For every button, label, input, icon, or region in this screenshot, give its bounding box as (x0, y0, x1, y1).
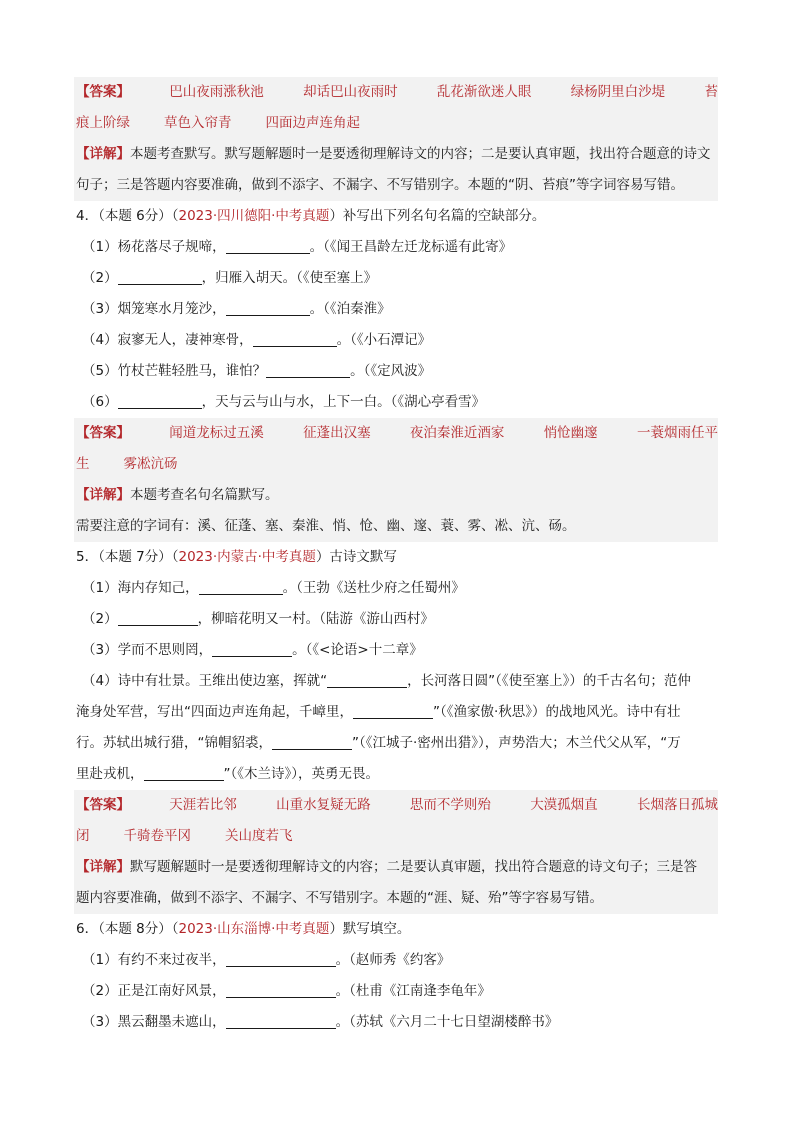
answer-item: 闭 (76, 828, 90, 844)
question-item: （1）海内存知己， 。（王勃《送杜少府之任蜀州》 (82, 580, 465, 596)
question-title: 4．（本题 6分）（2023·四川德阳·中考真题）补写出下列名句名篇的空缺部分。 (76, 208, 546, 224)
detail-text: 本题考查名句名篇默写。 (130, 487, 279, 503)
question-title: 6．（本题 8分）（2023·山东淄博·中考真题）默写填空。 (76, 921, 411, 937)
detail-tag: 【详解】 (76, 487, 130, 503)
answer-item: 却话巴山夜雨时 (303, 84, 398, 100)
question-item: （2） ，归雁入胡天。（《使至塞上》 (82, 270, 378, 286)
answer-item: 夜泊秦淮近酒家 (409, 425, 505, 441)
question-source: 2023·四川德阳·中考真题 (178, 208, 330, 224)
answer-row (76, 108, 718, 139)
answer-item: 闻道龙标过五溪 (169, 425, 264, 441)
detail-text: 题内容要准确，做到不添字、不漏字、不写错别字。本题的“涯、疑、殆”等字容易写错。 (76, 890, 603, 906)
detail-tag: 【详解】 (76, 859, 130, 875)
answer-blank[interactable] (353, 702, 433, 719)
answer-item: 苔 (704, 84, 718, 100)
answer-blank[interactable] (226, 299, 310, 316)
answer-item: 乱花渐欲迷人眼 (436, 84, 532, 100)
question-paragraph: （4）诗中有壮景。王维出使边塞，挥就“ ，长河落日圆”（《使至塞上》）的千古名句；范仲 淹身处军营，写出“四面边声连角起，千嶂里， ”（《渔家傲·秋思》）的战地风光。诗中有壮 行。苏轼出城行猎，“锦帽貂裘， ”（《江城子·密州出猎》），声势浩大；木兰代父从军，“万 里赴戎机， ”（《木兰诗》），英勇无畏。 (76, 673, 691, 782)
answer-item: 长烟落日孤城 (636, 797, 718, 813)
question-title: 5．（本题 7分）（2023·内蒙古·中考真题）古诗文默写 (76, 549, 397, 565)
answer-tag: 【答案】 (76, 84, 130, 100)
answer-tag: 【答案】 (76, 797, 130, 813)
answer-block-q4 (74, 418, 718, 542)
detail-tag: 【详解】 (76, 146, 130, 162)
answer-item: 一蓑烟雨任平 (636, 425, 718, 441)
answer-item: 天涯若比邻 (169, 797, 237, 813)
question-source: 2023·内蒙古·中考真题 (178, 549, 316, 565)
answer-blank[interactable] (144, 764, 224, 781)
answer-blank[interactable] (199, 578, 283, 595)
question-item: （6） ，天与云与山与水，上下一白。（《湖心亭看雪》 (82, 394, 486, 410)
answer-blank[interactable] (327, 671, 407, 688)
answer-item: 征蓬出汉塞 (303, 425, 371, 441)
answer-tag: 【答案】 (76, 425, 130, 441)
detail-paragraph (76, 480, 718, 511)
question-item: （4）寂寥无人，凄神寒骨， 。（《小石潭记》 (82, 332, 432, 348)
answer-blank[interactable] (212, 640, 292, 657)
answer-item: 思而不学则殆 (409, 797, 491, 813)
question-item: （2） ，柳暗花明又一村。（陆游《游山西村》 (82, 611, 434, 627)
answer-item: 大漠孤烟直 (530, 797, 598, 813)
detail-paragraph (76, 852, 718, 883)
detail-note: 需要注意的字词有：溪、征蓬、塞、秦淮、悄、怆、幽、邃、蓑、雾、凇、沆、砀。 (76, 518, 576, 534)
answer-blank[interactable] (226, 950, 336, 967)
answer-row (76, 821, 718, 852)
answer-row (76, 418, 718, 449)
question-item: （1）有约不来过夜半， 。（赵师秀《约客》 (82, 952, 451, 968)
answer-item: 痕上阶绿 (76, 115, 130, 131)
answer-blank[interactable] (266, 361, 350, 378)
answer-blank[interactable] (226, 981, 336, 998)
answer-blank[interactable] (226, 1012, 336, 1029)
answer-blank[interactable] (118, 392, 202, 409)
answer-row (76, 449, 718, 480)
detail-text: 本题考查默写。默写题解题时一是要透彻理解诗文的内容；二是要认真审题，找出符合题意的诗文句子；三是答题内容要准确，做到不添字、不漏字、不写错别字。本题的“阴、苔痕”等字词容易写错。 (76, 146, 711, 193)
answer-item: 四面边声连角起 (265, 115, 360, 131)
answer-item: 草色入帘青 (164, 115, 232, 131)
answer-row (76, 790, 718, 821)
detail-paragraph (76, 139, 718, 201)
question-source: 2023·山东淄博·中考真题 (178, 921, 330, 937)
question-item: （3）学而不思则罔， 。（《<论语>十二章》 (82, 642, 423, 658)
document-body (76, 77, 718, 1038)
answer-item: 山重水复疑无路 (276, 797, 371, 813)
answer-item: 千骑卷平冈 (123, 828, 191, 844)
answer-item: 雾凇沆砀 (123, 456, 178, 472)
answer-block-q3 (74, 77, 718, 201)
question-item: （3）烟笼寒水月笼沙， 。（《泊秦淮》 (82, 301, 391, 317)
answer-blank[interactable] (272, 733, 352, 750)
answer-blank[interactable] (118, 609, 198, 626)
question-item: （2）正是江南好风景， 。（杜甫《江南逢李龟年》 (82, 983, 491, 999)
answer-blank[interactable] (253, 330, 337, 347)
detail-text: 默写题解题时一是要透彻理解诗文的内容；二是要认真审题，找出符合题意的诗文句子；三是答 (130, 859, 697, 875)
question-item: （5）竹杖芒鞋轻胜马，谁怕？ 。（《定风波》 (82, 363, 432, 379)
answer-item: 巴山夜雨涨秋池 (169, 84, 264, 100)
question-item: （3）黑云翻墨未遮山， 。（苏轼《六月二十七日望湖楼醉书》 (82, 1014, 559, 1030)
answer-blank[interactable] (226, 237, 310, 254)
answer-item: 关山度若飞 (225, 828, 293, 844)
answer-block-q5 (74, 790, 718, 914)
answer-item: 生 (76, 456, 90, 472)
answer-item: 绿杨阴里白沙堤 (570, 84, 666, 100)
answer-row (76, 77, 718, 108)
answer-blank[interactable] (118, 268, 202, 285)
question-item: （1）杨花落尽子规啼， 。（《闻王昌龄左迁龙标遥有此寄》 (82, 239, 513, 255)
answer-item: 悄怆幽邃 (543, 425, 598, 441)
